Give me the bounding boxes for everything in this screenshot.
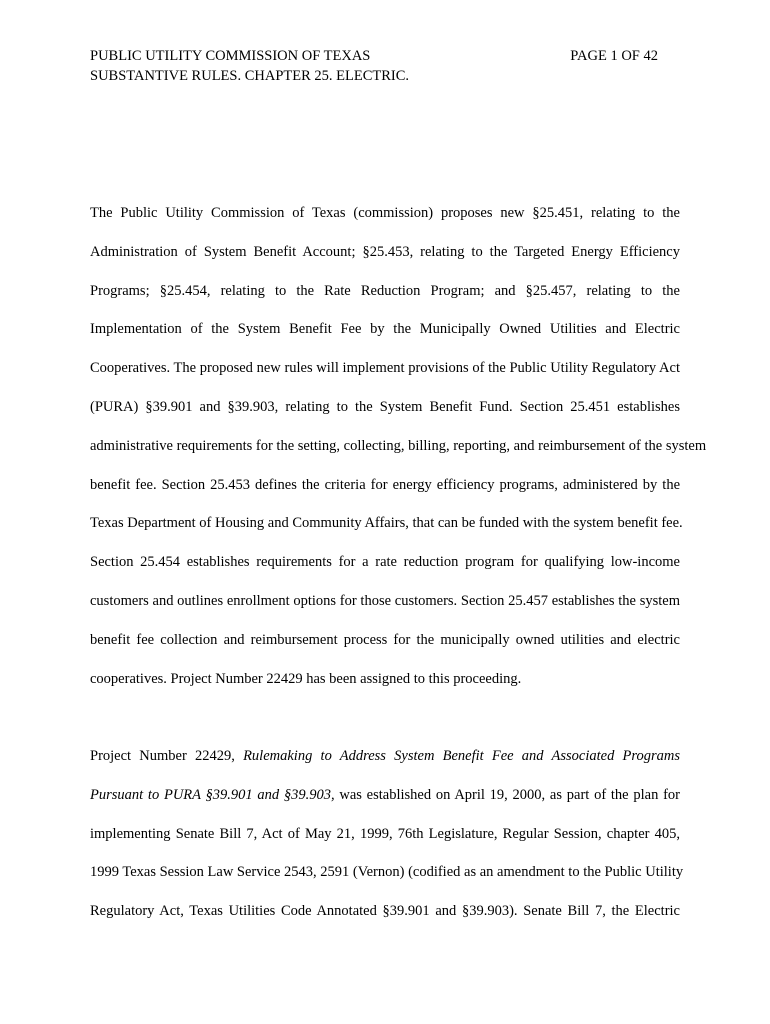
- text-line: benefit fee. Section 25.453 defines the criteria for energy efficiency programs, administered by the: [90, 476, 680, 493]
- page-header: [90, 46, 670, 86]
- project-title-italic: Rulemaking to Address System Benefit Fee and Associated Programs: [243, 748, 680, 764]
- text-line: Cooperatives. The proposed new rules will implement provisions of the Public Utility Regulatory Act: [90, 360, 680, 377]
- text-line: customers and outlines enrollment options for those customers. Section 25.457 establishes the system: [90, 592, 680, 609]
- text-line: Implementation of the System Benefit Fee by the Municipally Owned Utilities and Electric: [90, 321, 680, 338]
- text-line: cooperatives. Project Number 22429 has been assigned to this proceeding.: [90, 670, 522, 687]
- paragraph-intro: [90, 203, 707, 707]
- project-title-italic-cont: Pursuant to PURA §39.901 and §39.903,: [90, 786, 335, 803]
- text-line: [90, 785, 680, 824]
- text-line: Regulatory Act, Texas Utilities Code Annotated §39.901 and §39.903). Senate Bill 7, the Electric: [90, 903, 680, 920]
- text-line: Texas Department of Housing and Community Affairs, that can be funded with the system benefit fee.: [90, 515, 683, 532]
- text-line: (PURA) §39.901 and §39.903, relating to the System Benefit Fund. Section 25.451 establishes: [90, 398, 680, 415]
- text-line: implementing Senate Bill 7, Act of May 21, 1999, 76th Legislature, Regular Session, chapter 405,: [90, 825, 680, 842]
- text-line: [90, 746, 680, 785]
- text-line: The Public Utility Commission of Texas (commission) proposes new §25.451, relating to the: [90, 205, 680, 221]
- text-segment: was established on April 19, 2000, as part of the plan for: [334, 786, 680, 803]
- text-line: administrative requirements for the setting, collecting, billing, reporting, and reimbursement of the system: [90, 437, 707, 454]
- text-line: 1999 Texas Session Law Service 2543, 2591 (Vernon) (codified as an amendment to the Public Utility: [90, 864, 684, 881]
- header-agency: PUBLIC UTILITY COMMISSION OF TEXAS: [90, 48, 371, 64]
- paragraph-project: [90, 746, 684, 940]
- text-line: benefit fee collection and reimbursement process for the municipally owned utilities and electric: [90, 631, 680, 648]
- page-number: PAGE 1 OF 42: [570, 48, 658, 64]
- header-chapter: SUBSTANTIVE RULES. CHAPTER 25. ELECTRIC.: [90, 68, 410, 84]
- text-line: Administration of System Benefit Account; §25.453, relating to the Targeted Energy Efficiency: [90, 243, 680, 260]
- project-number-text: Project Number 22429,: [90, 748, 244, 764]
- text-line: Section 25.454 establishes requirements for a rate reduction program for qualifying low-income: [90, 554, 680, 571]
- text-line: Programs; §25.454, relating to the Rate Reduction Program; and §25.457, relating to the: [90, 282, 680, 299]
